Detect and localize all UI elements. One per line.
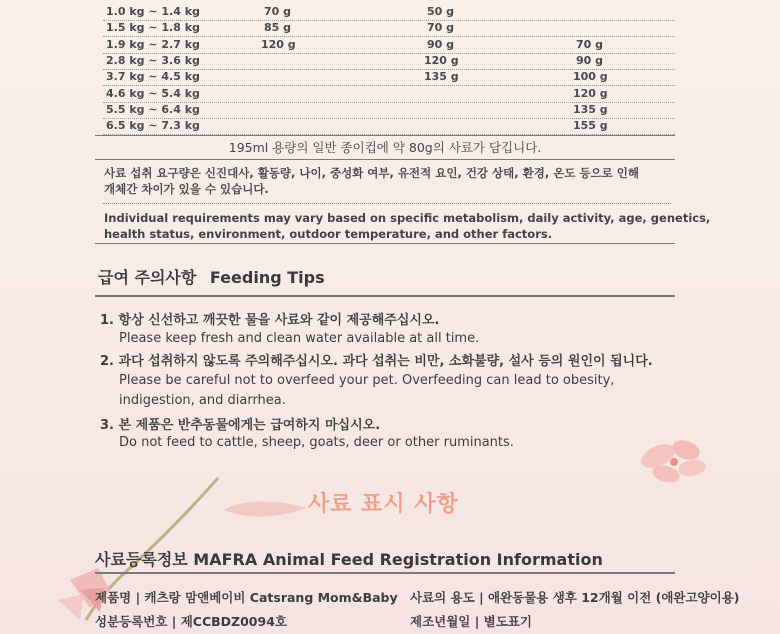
weight-cell: 1.5 kg ~ 1.8 kg: [106, 21, 200, 34]
divider: [95, 572, 675, 574]
divider: [95, 135, 675, 136]
kr-requirement-note: [104, 165, 676, 197]
divider: [103, 203, 671, 204]
feeding-tips-title: [98, 265, 325, 288]
table-row: [103, 69, 675, 86]
en-note-line: health status, environment, outdoor temperature, and other factors.: [104, 227, 553, 241]
amount-cell: 50 g: [426, 5, 454, 18]
divider: [95, 243, 675, 244]
weight-cell: 5.5 kg ~ 6.4 kg: [106, 103, 200, 116]
cup-note: 195ml 용량의 일반 종이컵에 약 80g의 사료가 담깁니다.: [228, 140, 542, 155]
tip-3-en: Do not feed to cattle, sheep, goats, deer or other ruminants.: [119, 435, 514, 450]
amount-cell: 85 g: [263, 21, 291, 34]
divider: [95, 159, 675, 160]
table-row: [103, 37, 675, 54]
manufacture-date: 제조년월일 | 별도표기: [410, 614, 532, 629]
table-row: [103, 118, 675, 135]
amount-cell: 120 g: [573, 87, 608, 100]
tip-3-kr: 3. 본 제품은 반추동물에게는 급여하지 마십시오.: [100, 418, 381, 433]
feeding-tips-title-en: Feeding Tips: [209, 268, 325, 287]
amount-cell: 120 g: [424, 54, 459, 67]
registration-title: 사료등록정보 MAFRA Animal Feed Registration Information: [95, 550, 603, 569]
tip-2-en: Please be careful not to overfeed your pet. Overfeeding can lead to obesity,: [119, 373, 615, 388]
cherry-blossom-icon: [636, 430, 712, 486]
amount-cell: 120 g: [261, 38, 296, 51]
amount-cell: 90 g: [575, 54, 603, 67]
table-row: [103, 53, 675, 70]
weight-cell: 1.9 kg ~ 2.7 kg: [106, 38, 200, 51]
table-row: [103, 4, 675, 21]
amount-cell: 135 g: [573, 103, 608, 116]
weight-cell: 2.8 kg ~ 3.6 kg: [106, 54, 200, 67]
product-name: 제품명 | 캐츠랑 맘앤베이비 Catsrang Mom&Baby: [95, 590, 398, 605]
tip-1-en: Please keep fresh and clean water available at all time.: [119, 331, 480, 346]
amount-cell: 70 g: [575, 38, 603, 51]
table-row: [103, 86, 675, 103]
divider: [95, 295, 675, 297]
kr-note-line: 개체간 차이가 있을 수 있습니다.: [104, 182, 269, 196]
weight-cell: 6.5 kg ~ 7.3 kg: [106, 119, 200, 132]
label-section-heading: 사료 표시 사항: [308, 492, 459, 517]
registration-number: 성분등록번호 | 제CCBDZ0094호: [95, 614, 287, 629]
tip-2-en-cont: indigestion, and diarrhea.: [119, 393, 286, 408]
amount-cell: 100 g: [573, 70, 608, 83]
tip-1-kr: 1. 항상 신선하고 깨끗한 물을 사료와 같이 제공해주십시오.: [100, 313, 440, 328]
amount-cell: 90 g: [426, 38, 454, 51]
weight-cell: 3.7 kg ~ 4.5 kg: [106, 70, 200, 83]
feeding-tips-title-kr: 급여 주의사항: [98, 268, 197, 287]
table-row: [103, 20, 675, 37]
petal-decoration: [222, 498, 308, 520]
amount-cell: 135 g: [424, 70, 459, 83]
en-note-line: Individual requirements may vary based on specific metabolism, daily activity, age, genetics,: [104, 211, 711, 225]
en-requirement-note: [104, 210, 711, 242]
amount-cell: 70 g: [426, 21, 454, 34]
tip-2-kr: 2. 과다 섭취하지 않도록 주의해주십시오. 과다 섭취는 비만, 소화불량, 설사 등의 원인이 됩니다.: [100, 354, 653, 369]
weight-cell: 1.0 kg ~ 1.4 kg: [106, 5, 200, 18]
amount-cell: 155 g: [573, 119, 608, 132]
weight-cell: 4.6 kg ~ 5.4 kg: [106, 87, 200, 100]
kr-note-line: 사료 섭취 요구량은 신진대사, 활동량, 나이, 중성화 여부, 유전적 요인, 건강 상태, 환경, 온도 등으로 인해: [104, 166, 639, 180]
usage: 사료의 용도 | 애완동물용 생후 12개월 이전 (애완고양이용): [410, 590, 740, 605]
table-row: [103, 102, 675, 119]
amount-cell: 70 g: [263, 5, 291, 18]
